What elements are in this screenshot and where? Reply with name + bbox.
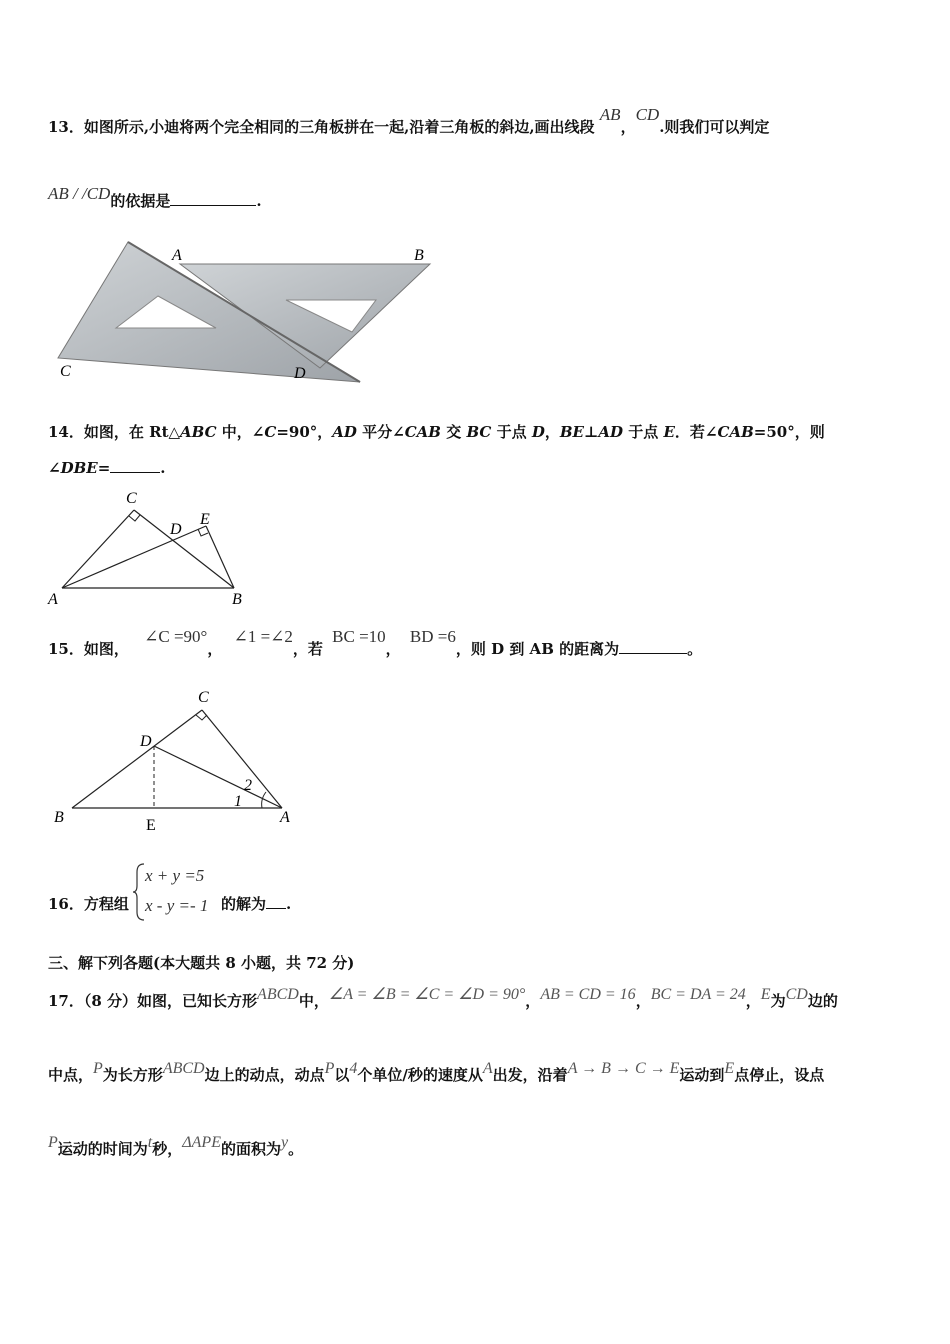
q15-math-bd: BD =6: [409, 627, 456, 646]
q17-l2-t8: 点停止，设点: [734, 1066, 825, 1084]
q17-l2-m4: 4: [349, 1060, 358, 1077]
q15-math-angle-c: ∠C =90°: [144, 627, 208, 646]
q14-angle-sign: ∠: [48, 459, 61, 477]
q17-l1-t4: 边的: [807, 992, 838, 1010]
q15-period: 。: [687, 640, 703, 658]
q14-seg-ac: [62, 510, 134, 588]
q14-seg-cb: [134, 510, 234, 588]
q17-l1-c3: ，: [745, 992, 761, 1010]
q17-l1-m3: AB = CD = 16: [540, 986, 636, 1003]
q13-label-a: A: [172, 247, 182, 264]
q14-var-abc: ABC: [180, 423, 217, 441]
q15-figure: [40, 682, 310, 832]
q14-var-ad: AD: [332, 423, 357, 441]
q16-t2: 的解为: [221, 895, 267, 913]
q14-seg-eb: [206, 526, 234, 588]
q16-t1: 16．方程组: [48, 895, 129, 913]
q13-text1: 13．如图所示,小迪将两个完全相同的三角板拼在一起,沿着三角板的斜边,画出线段: [48, 118, 595, 136]
q14-t6: 于点: [491, 423, 532, 441]
q17-l2-t7: 运动到: [679, 1066, 725, 1084]
q14-seg-ae: [62, 526, 206, 588]
q13-text2: .则我们可以判定: [659, 118, 770, 136]
q17-l3-m2: t: [147, 1134, 153, 1151]
q17-l3-t4: 。: [288, 1140, 304, 1158]
q13-line1: [48, 105, 770, 137]
q17-l2-t2: 为长方形: [102, 1066, 163, 1084]
q17-l1-m5: E: [760, 986, 771, 1003]
q14-var-cab2: CAB: [717, 423, 754, 441]
q17-l3-t2: 秒，: [152, 1140, 183, 1158]
q15-comma1: ，: [207, 640, 223, 658]
q14-t9: 于点: [623, 423, 664, 441]
q14-t2: 中，∠: [216, 423, 265, 441]
q13-math-ab: AB: [599, 105, 621, 124]
q14-label-d: D: [170, 521, 182, 538]
q15-t2: ，若: [292, 640, 323, 658]
q15-label-1: 1: [234, 793, 242, 810]
q17-l1-m1: ABCD: [257, 986, 299, 1003]
q13-line2: [48, 184, 262, 211]
q17-l3-m4: y: [281, 1134, 289, 1151]
q16-line: [48, 893, 129, 914]
q15-label-b: B: [54, 809, 64, 826]
q14-var-d: D: [531, 423, 545, 441]
q14-var-bc: BC: [466, 423, 492, 441]
q15-label-d: D: [140, 733, 152, 750]
q17-l2-t6: 出发，沿着: [492, 1066, 568, 1084]
q15-label-e: E: [146, 817, 156, 832]
q17-l2-m5: A: [482, 1060, 493, 1077]
q14-var-dbe: DBE: [60, 459, 98, 477]
q17-l2-t4: 以: [334, 1066, 350, 1084]
q13-period: .: [256, 192, 262, 210]
q13-label-c: C: [60, 363, 71, 380]
q15-math-angles: ∠1 =∠2: [233, 627, 293, 646]
q17-l2-m6: A → B → C → E: [567, 1060, 680, 1077]
q13-figure: [40, 236, 460, 386]
q14-var-e: E: [663, 423, 675, 441]
q17-l1-m2: ∠A = ∠B = ∠C = ∠D = 90°: [328, 986, 526, 1003]
q16-line-tail: [221, 893, 291, 914]
q17-l3-t3: 的面积为: [220, 1140, 281, 1158]
q17-l2-m7: E: [724, 1060, 735, 1077]
q14-var-cab: CAB: [404, 423, 441, 441]
q17-line1: [48, 986, 838, 1011]
q15-right-angle-c: [196, 715, 207, 720]
q17-l1-m6: CD: [785, 986, 808, 1003]
q14-t7: ，: [544, 423, 560, 441]
q14-label-e: E: [200, 511, 210, 528]
q17-l2-m1: P: [93, 1060, 103, 1077]
q14-t3: =90°，: [276, 423, 333, 441]
q15-t1: 15．如图，: [48, 640, 129, 658]
q17-line3: [48, 1134, 304, 1159]
q14-t10: ．若∠: [674, 423, 718, 441]
q17-l1-t3: 为: [770, 992, 786, 1010]
q14-label-c: C: [126, 490, 137, 507]
q13-answer-blank[interactable]: [170, 191, 256, 206]
q14-t8: ⊥: [583, 423, 599, 441]
q16-brace: [132, 862, 146, 922]
q17-l2-m2: ABCD: [162, 1060, 205, 1077]
q13-math-parallel: AB / /CD: [48, 184, 111, 203]
q17-l1-c2: ，: [635, 992, 651, 1010]
q17-l2-t1: 中点，: [48, 1066, 94, 1084]
q14-answer-blank[interactable]: [110, 458, 160, 473]
q14-var-ad2: AD: [598, 423, 624, 441]
q16-equation-2: x - y =- 1: [145, 896, 209, 915]
q16-period: .: [286, 895, 292, 913]
q13-label-d: D: [294, 365, 306, 382]
q15-answer-blank[interactable]: [619, 639, 687, 654]
q13-text3: 的依据是: [110, 192, 171, 210]
q15-seg-ca: [202, 710, 282, 808]
q14-label-b: B: [232, 591, 242, 608]
q17-l1-t2: 中，: [298, 992, 329, 1010]
q17-l2-t5: 个单位/秒的速度从: [357, 1066, 483, 1084]
q13-math-cd: CD: [635, 105, 660, 124]
section3-title: 三、解下列各题(本大题共 8 小题，共 72 分): [48, 954, 355, 972]
q17-l1-t1: 17．（8 分）如图，已知长方形: [48, 992, 258, 1010]
q17-l3-m3: ΔAPE: [182, 1134, 221, 1151]
q14-t11: =50°，则: [753, 423, 825, 441]
q15-math-bc: BC =10: [332, 627, 386, 646]
q14-period: .: [160, 459, 166, 477]
q16-answer-blank[interactable]: [266, 894, 286, 909]
q17-l3-t1: 运动的时间为: [57, 1140, 148, 1158]
q15-seg-bc: [72, 710, 202, 808]
q15-comma2: ，: [385, 640, 401, 658]
q14-var-c: C: [264, 423, 277, 441]
q17-l3-m1: P: [48, 1134, 58, 1151]
q15-label-c: C: [198, 689, 209, 706]
q13-comma: ，: [620, 118, 636, 136]
q17-l2-t3: 边上的动点，动点: [204, 1066, 325, 1084]
q14-line2: [48, 458, 166, 477]
q14-figure: [40, 486, 260, 610]
q17-line2: [48, 1060, 825, 1085]
q14-label-a: A: [48, 591, 58, 608]
q14-right-angle-c: [129, 515, 140, 521]
q14-t5: 交: [441, 423, 467, 441]
q15-t3: ，则 D 到 AB 的距离为: [455, 640, 620, 658]
q14-t1: 14．如图，在 Rt△: [48, 423, 181, 441]
q14-right-angle-e: [198, 529, 208, 536]
q16-equation-1: x + y =5: [145, 866, 205, 885]
q15-label-a: A: [280, 809, 290, 826]
q17-l1-m4: BC = DA = 24: [650, 986, 746, 1003]
q13-label-b: B: [414, 247, 424, 264]
q14-equals: =: [97, 459, 111, 477]
q15-line: [48, 627, 703, 659]
q17-l1-c1: ，: [525, 992, 541, 1010]
q14-t4: 平分∠: [356, 423, 405, 441]
q14-var-be: BE: [559, 423, 584, 441]
q14-line1: [48, 421, 825, 442]
q17-l2-m3: P: [324, 1060, 335, 1077]
q15-label-2: 2: [244, 777, 252, 794]
